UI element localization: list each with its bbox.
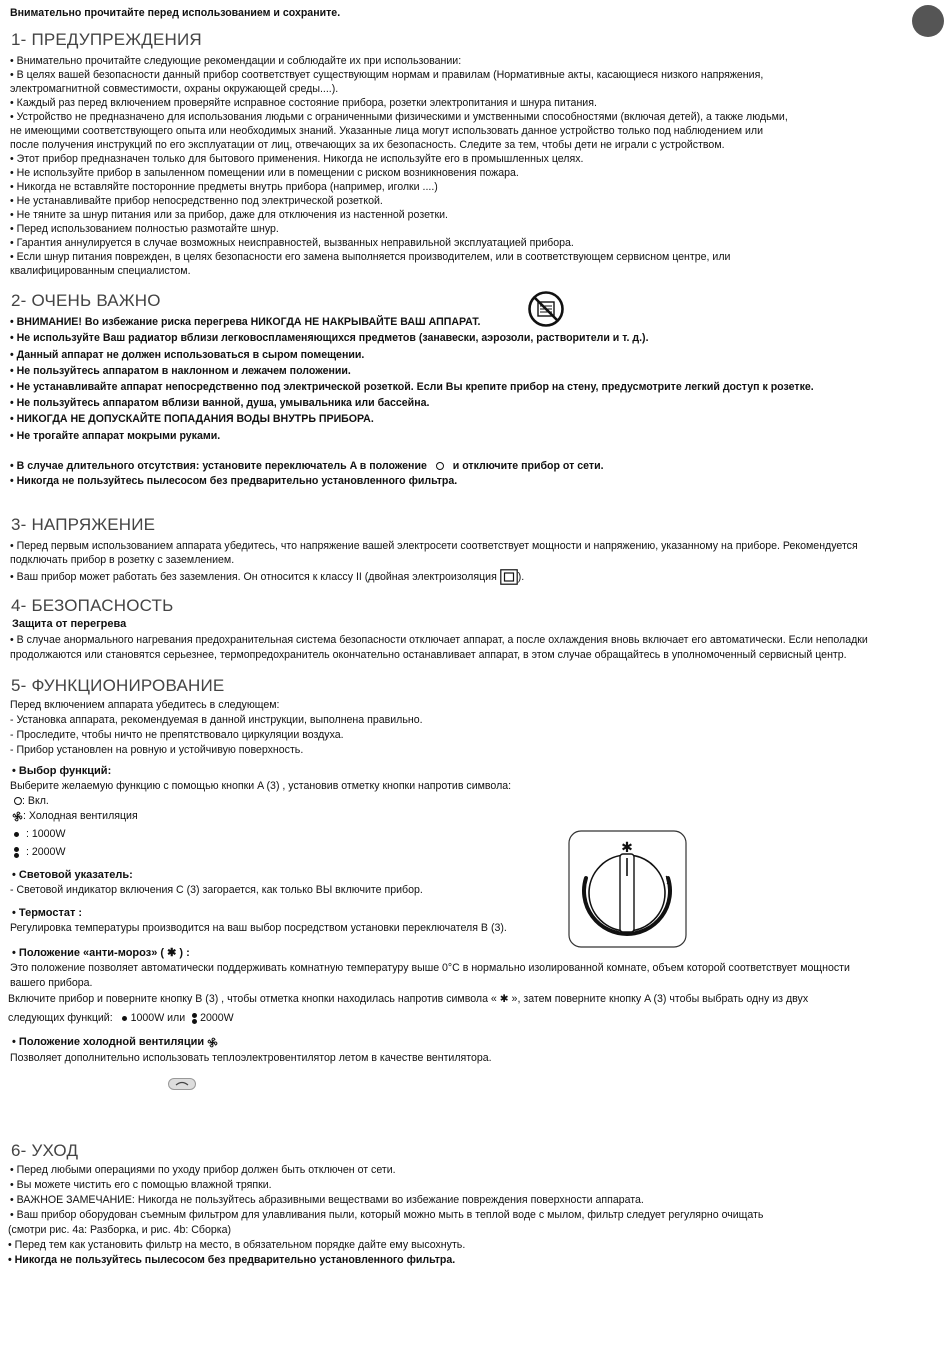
single-dot-icon bbox=[122, 1016, 127, 1021]
option-on bbox=[14, 795, 49, 808]
cold-vent-title-text: • Положение холодной вентиляции bbox=[12, 1036, 205, 1048]
s1-line: квалифицированным специалистом. bbox=[10, 265, 191, 277]
section-6-title: 6- УХОД bbox=[11, 1141, 79, 1160]
s1-line: • Не устанавливайте прибор непосредственно под электрической розеткой. bbox=[10, 195, 383, 207]
s1-line: • В целях вашей безопасности данный прибор соответствует существующим нормам и правилам (Нормативные акты, касающиеся низкого напряжения, bbox=[10, 69, 764, 81]
s2-line: • НИКОГДА НЕ ДОПУСКАЙТЕ ПОПАДАНИЯ ВОДЫ ВНУТРЬ ПРИБОРА. bbox=[10, 413, 374, 425]
double-dot-icon bbox=[192, 1013, 197, 1024]
s1-line: • Каждый раз перед включением проверяйте исправное состояние прибора, розетки электропитания и шнура питания. bbox=[10, 97, 597, 109]
s2-line: • ВНИМАНИЕ! Во избежание риска перегрева НИКОГДА НЕ НАКРЫВАЙТЕ ВАШ АППАРАТ. bbox=[10, 316, 481, 328]
s4-line: • В случае анормального нагревания предохранительная система безопасности отключает аппарат, а после охлаждения вновь включает его автоматически. Если неполадки bbox=[10, 634, 868, 646]
s3-line3-text: • Ваш прибор может работать без заземления. Он относится к классу II (двойная электроизоляция bbox=[10, 570, 497, 583]
thermostat-text: Регулировка температуры производится на ваш выбор посредством установки переключателя B bbox=[10, 922, 488, 934]
s2-line: • Не используйте Ваш радиатор вблизи легковоспламеняющихся предметов (занавески, аэрозоли, растворители и т. д.). bbox=[10, 332, 649, 344]
s2-line: • Не пользуйтесь аппаратом в наклонном и лежачем положении. bbox=[10, 365, 351, 377]
s6-line: • Перед любыми операциями по уходу прибор должен быть отключен от сети. bbox=[10, 1164, 396, 1176]
single-dot-icon bbox=[14, 832, 19, 837]
absence-line bbox=[10, 460, 604, 473]
anti-frost-functions-text: следующих функций: bbox=[8, 1012, 113, 1024]
s3-line3-end: ). bbox=[517, 570, 525, 583]
s5-intro: - Прибор установлен на ровную и устойчивую поверхность. bbox=[10, 744, 304, 756]
section-5-title: 5- ФУНКЦИОНИРОВАНИЕ bbox=[11, 676, 225, 695]
overheat-subtitle: Защита от перегрева bbox=[12, 618, 127, 630]
page-marker-dot bbox=[912, 5, 944, 37]
thermostat-desc bbox=[10, 922, 507, 935]
cold-vent-desc: Позволяет дополнительно использовать теплоэлектровентилятор летом в качестве вентилятора. bbox=[10, 1052, 492, 1064]
option-2000 bbox=[14, 846, 65, 859]
s2-line: • Не устанавливайте аппарат непосредственно под электрической розеткой. Если Вы крепите прибор на стену, предусмотрите легкий доступ к розетке. bbox=[10, 381, 814, 393]
option-1000 bbox=[14, 828, 65, 841]
s1-line: • Устройство не предназначено для использования людьми с ограниченными физическими и умственными способностями (включая детей), а также людьми, bbox=[10, 111, 788, 123]
s1-line: • Внимательно прочитайте следующие рекомендации и соблюдайте их при использовании: bbox=[10, 55, 462, 67]
do-not-cover-icon bbox=[527, 290, 565, 328]
s1-line: • Перед использованием полностью размотайте шнур. bbox=[10, 223, 279, 235]
s1-line: • Этот прибор предназначен только для бытового применения. Никогда не используйте его в промышленных целях. bbox=[10, 153, 584, 165]
anti-frost-title: • Положение «анти-мороз» ( ✱ ) : bbox=[12, 947, 190, 959]
s1-line: • Если шнур питания поврежден, в целях безопасности его замена выполняется производителем, или в соответствующем сервисном центре, или bbox=[10, 251, 731, 263]
header-note: Внимательно прочитайте перед использованием и сохраните. bbox=[10, 7, 341, 19]
option-cold bbox=[12, 810, 138, 823]
s1-line: • Не используйте прибор в запыленном помещении или в помещении с риском возникновения пожара. bbox=[10, 167, 519, 179]
s2-line: • Данный аппарат не должен использоваться в сыром помещении. bbox=[10, 349, 365, 361]
s1-line: не имеющими соответствующего опыта или необходимых знаний. Указанные лица могут использовать данное устройство только под наблюдением или bbox=[10, 125, 763, 137]
function-select-desc: Выберите желаемую функцию с помощью кнопки A (3) , установив отметку кнопки напротив символа: bbox=[10, 780, 512, 792]
s5-intro: - Проследите, чтобы ничто не препятствовало циркуляции воздуха. bbox=[10, 729, 344, 741]
s1-line: • Гарантия аннулируется в случае возможных неисправностей, вызванных неправильной эксплуатацией прибора. bbox=[10, 237, 574, 249]
section-1-title: 1- ПРЕДУПРЕЖДЕНИЯ bbox=[11, 30, 202, 49]
s3-line: подключать прибор в розетку с заземлением. bbox=[10, 554, 235, 566]
function-1000-label: 1000W или bbox=[130, 1012, 186, 1024]
light-indicator-title: • Световой указатель: bbox=[12, 869, 133, 881]
anti-frost-line: Включите прибор и поверните кнопку B (3) , чтобы отметка кнопки находилась напротив символа « ✱ », затем поверните кнопку A (3) чтобы выбрать одну из двух bbox=[8, 993, 809, 1005]
s6-line: (смотри рис. 4а: Разборка, и рис. 4b: Сборка) bbox=[8, 1224, 232, 1236]
s1-line: • Не тяните за шнур питания или за прибор, даже для отключения из настенной розетки. bbox=[10, 209, 448, 221]
s1-line: • Никогда не вставляйте посторонние предметы внутрь прибора (например, иголки ....) bbox=[10, 181, 438, 193]
section-4-title: 4- БЕЗОПАСНОСТЬ bbox=[11, 596, 174, 615]
s6-line: • Ваш прибор оборудован съемным фильтром для улавливания пыли, который можно мыть в теплой воде с мылом, фильтр следует регулярно очищать bbox=[10, 1209, 764, 1221]
thermostat-knob-figure bbox=[568, 830, 687, 948]
option-1000-label: : 1000W bbox=[26, 828, 66, 840]
s3-line: • Перед первым использованием аппарата убедитесь, что напряжение вашей электросети соответствует мощности и напряжению, указанному на приборе. Рекомендуется bbox=[10, 540, 858, 552]
function-2000-label: 2000W bbox=[200, 1012, 234, 1024]
thermostat-end: . bbox=[503, 922, 507, 934]
double-dot-icon bbox=[14, 847, 19, 858]
s1-line: после получения инструкций по его эксплуатации от лиц, отвечающих за их безопасность. Следите за тем, чтобы дети не играли с устройством. bbox=[10, 139, 725, 151]
s6-line: • ВАЖНОЕ ЗАМЕЧАНИЕ: Никогда не пользуйтесь абразивными веществами во избежание повреждения поверхности аппарата. bbox=[10, 1194, 644, 1206]
option-cold-label: : Холодная вентиляция bbox=[23, 810, 138, 822]
s6-line: • Перед тем как установить фильтр на место, в обязательном порядке дайте ему высохнуть. bbox=[8, 1239, 466, 1251]
s5-intro: - Установка аппарата, рекомендуемая в данной инструкции, выполнена правильно. bbox=[10, 714, 423, 726]
s6-line: • Вы можете чистить его с помощью влажной тряпки. bbox=[10, 1179, 272, 1191]
on-circle-icon bbox=[14, 797, 22, 805]
fan-icon bbox=[207, 1037, 218, 1048]
s6-last-warning: • Никогда не пользуйтесь пылесосом без предварительно установленного фильтра. bbox=[8, 1254, 456, 1266]
anti-frost-functions bbox=[8, 1012, 234, 1025]
section-3-title: 3- НАПРЯЖЕНИЕ bbox=[11, 515, 156, 534]
fan-icon bbox=[12, 811, 23, 822]
anti-frost-line: Это положение позволяет автоматически поддерживать комнатную температуру выше 0°C в нормально изолированной комнате, объем которой соответствует мощности bbox=[10, 962, 850, 974]
option-on-label: : Вкл. bbox=[22, 795, 49, 807]
class-ii-icon bbox=[500, 569, 518, 585]
anti-frost-line: вашего прибора. bbox=[10, 977, 93, 989]
small-mark-icon bbox=[168, 1078, 196, 1090]
vacuum-warning: • Никогда не пользуйтесь пылесосом без предварительно установленного фильтра. bbox=[10, 475, 458, 487]
absence-text-b: и отключите прибор от сети. bbox=[452, 460, 604, 472]
cold-vent-title bbox=[12, 1036, 218, 1048]
off-circle-icon bbox=[436, 462, 444, 470]
svg-text:✱: ✱ bbox=[621, 840, 633, 856]
absence-text-a: • В случае длительного отсутствия: установите переключатель A в положение bbox=[10, 460, 427, 472]
s3-line-class bbox=[10, 569, 524, 585]
thermostat-ref: (3) bbox=[490, 922, 504, 934]
s5-intro: Перед включением аппарата убедитесь в следующем: bbox=[10, 699, 280, 711]
section-2-title: 2- ОЧЕНЬ ВАЖНО bbox=[11, 291, 161, 310]
s1-line: электромагнитной совместимости, охраны окружающей среды....). bbox=[10, 83, 339, 95]
s4-line: продолжаются или становятся серьезнее, термопредохранитель окончательно останавливает аппарат, в этом случае обращайтесь в уполномоченный сервисный центр. bbox=[10, 649, 847, 661]
light-indicator-desc: - Световой индикатор включения C (3) загорается, как только ВЫ включите прибор. bbox=[10, 884, 423, 896]
option-2000-label: : 2000W bbox=[26, 846, 66, 858]
function-select-title: • Выбор функций: bbox=[12, 765, 112, 777]
s2-line: • Не трогайте аппарат мокрыми руками. bbox=[10, 430, 221, 442]
thermostat-title: • Термостат : bbox=[12, 907, 83, 919]
s2-line: • Не пользуйтесь аппаратом вблизи ванной, душа, умывальника или бассейна. bbox=[10, 397, 430, 409]
